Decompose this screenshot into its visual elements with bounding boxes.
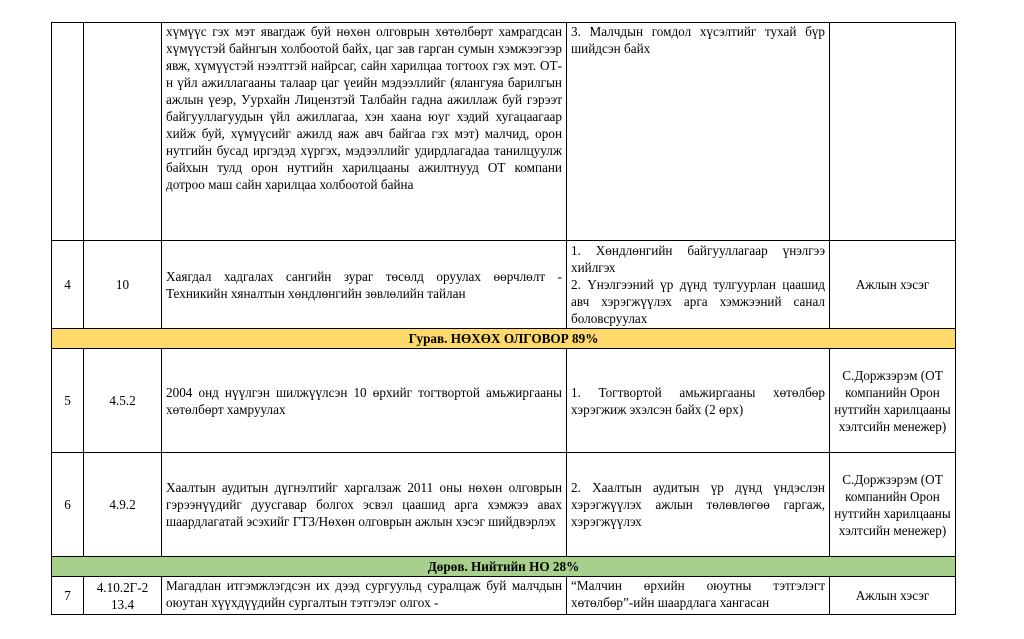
row-responsible: С.Доржзэрэм (ОТ компанийн Орон нутгийн харилцааны хэлтсийн менежер) <box>830 349 956 453</box>
row-responsible: Ажлын хэсэг <box>830 577 956 615</box>
row-responsible: Ажлын хэсэг <box>830 241 956 329</box>
row-result <box>567 241 830 329</box>
table-row <box>52 453 956 557</box>
section-heading: Гурав. НӨХӨХ ОЛГОВОР 89% <box>52 329 956 349</box>
row-description: Хаалтын аудитын дүгнэлтийг харгалзаж 2011 оны нөхөн олговрын гэрээнүүдийг дуусгавар болгох эсвэл цаашид арга хэмжээ авах шаардлагатай эсэхийг ГТЗ/Нөхөн олговрын ажлын хэсэг шийдвэрлэх <box>162 453 567 557</box>
row-number: 7 <box>52 577 84 615</box>
row-code <box>84 23 162 241</box>
result-line: 2. Үнэлгээний үр дүнд тулгуурлан цаашид авч хэрэгжүүлэх арга хэмжээний санал боловсруулах <box>571 277 825 326</box>
table-row <box>52 349 956 453</box>
result-line: 1. Хөндлөнгийн байгууллагаар үнэлгээ хийлгэх <box>571 243 825 275</box>
row-description: Хаягдал хадгалах сангийн зураг төсөлд оруулах өөрчлөлт - Техникийн хяналтын хөндлөнгийн зөвлөлийн тайлан <box>162 241 567 329</box>
table-row <box>52 577 956 615</box>
result-line: “Малчин өрхийн оюутны тэтгэлэгт хөтөлбөр”-ийн шаардлага хангасан <box>571 578 825 610</box>
table-row <box>52 23 956 241</box>
row-code: 4.9.2 <box>84 453 162 557</box>
row-number: 6 <box>52 453 84 557</box>
section-heading: Дөрөв. Нийтийн НО 28% <box>52 557 956 577</box>
section-row <box>52 557 956 577</box>
row-number: 5 <box>52 349 84 453</box>
row-description: Магадлан итгэмжлэгдсэн их дээд сургуульд суралцаж буй малчдын оюутан хүүхдүүдийн сургалтын тэтгэлэг олгох - <box>162 577 567 615</box>
row-result <box>567 349 830 453</box>
row-code: 10 <box>84 241 162 329</box>
row-description: хүмүүс гэх мэт явагдаж буй нөхөн олговрын хөтөлбөрт хамрагдсан хүмүүстэй байнгын холбоотой байх, цаг зав гарган сумын хэмжээгээр явж, хүмүүстэй нээлттэй найрсаг, сайн харилцаа тогтоох гэх мэт. ОТ-н үйл ажиллагааны талаар цаг үеийн мэдээллийг (ялангуяа барилгын ажлын үеэр, Уурхайн Лицензтэй Талбайн гадна ажиллаж буй гэрээт байгууллагуудын үйл ажиллагаа, хэн хаана юуг хэдий хугацаагаар хийж буй, хүмүүсийг ажилд яаж авч байгаа гэх мэт) малчид, орон нутгийн бусад иргэдэд хүргэх, мэдээллийг удирдлагадаа танилцуулж байхын тулд орон нутгийн харилцааны ажилтнууд ОТ компани дотроо маш сайн харилцаа холбоотой байна <box>162 23 567 241</box>
row-number: 4 <box>52 241 84 329</box>
activity-table <box>51 22 956 615</box>
row-result <box>567 23 830 241</box>
result-line: 2. Хаалтын аудитын үр дүнд үндэслэн хэрэгжүүлэх ажлын төлөвлөгөө гаргаж, хэрэгжүүлэх <box>571 480 825 529</box>
result-line: 1. Тогтвортой амьжиргааны хөтөлбөр хэрэгжиж эхэлсэн байх (2 өрх) <box>571 384 825 417</box>
row-result <box>567 577 830 615</box>
row-number <box>52 23 84 241</box>
row-responsible <box>830 23 956 241</box>
section-row <box>52 329 956 349</box>
row-code: 4.5.2 <box>84 349 162 453</box>
row-description: 2004 онд нүүлгэн шилжүүлсэн 10 өрхийг тогтвортой амьжиргааны хөтөлбөрт хамруулах <box>162 349 567 453</box>
row-code: 4.10.2Г-2 13.4 <box>84 577 162 615</box>
table-row <box>52 241 956 329</box>
row-responsible: С.Доржзэрэм (ОТ компанийн Орон нутгийн харилцааны хэлтсийн менежер) <box>830 453 956 557</box>
result-line: 3. Малчдын гомдол хүсэлтийг тухай бүр шийдсэн байх <box>571 24 825 56</box>
row-result <box>567 453 830 557</box>
